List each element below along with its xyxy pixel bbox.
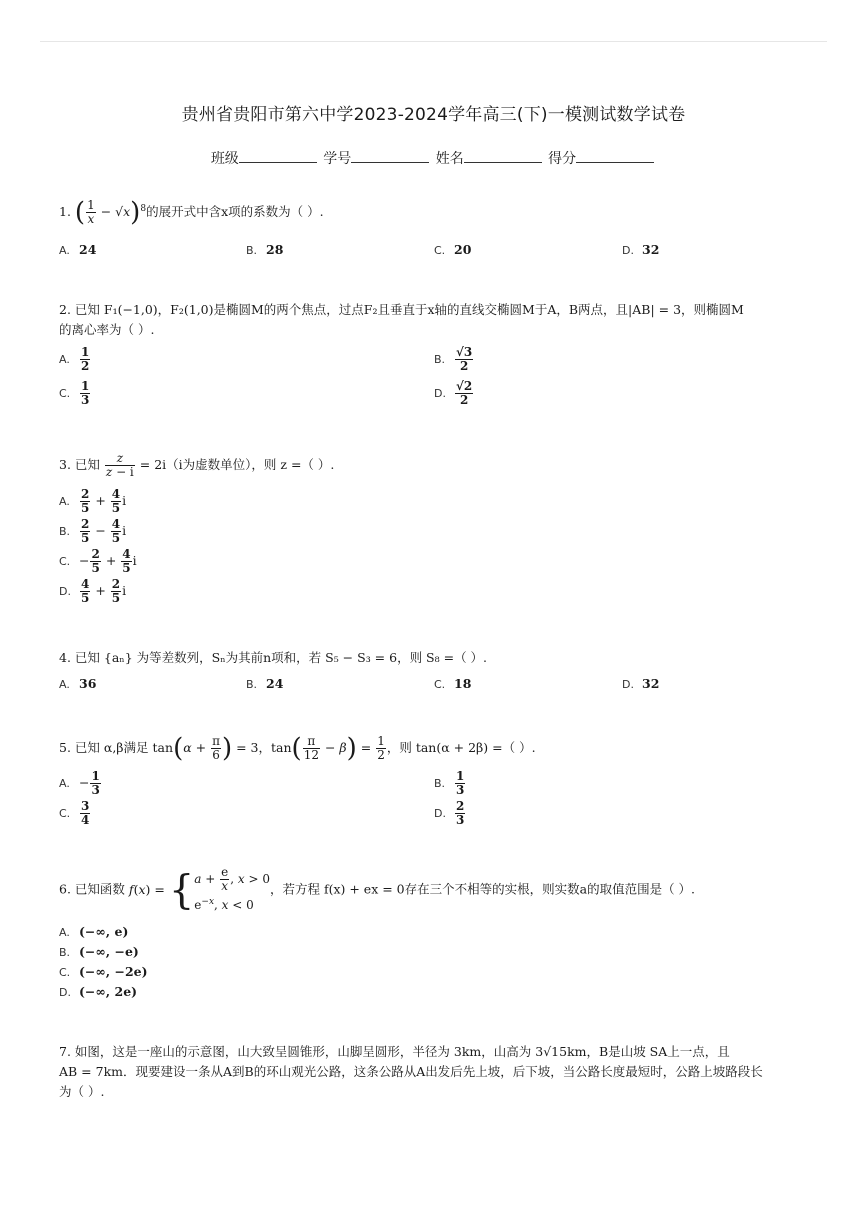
q5-option-d[interactable]: D. $\frac{2}{3}$ [434,799,465,827]
question-6 [59,866,695,914]
question-1 [59,199,324,226]
q3-option-b[interactable]: B. $\frac{2}{5}$ − $\frac{4}{5}$ i [59,517,127,545]
q2-option-c[interactable]: C. $\frac{1}{3}$ [59,379,90,407]
q2-text-line-1: 已知 F₁(−1,0)，F₂(1,0)是椭圆M的两个焦点，过点F₂且垂直于x轴的直线交椭圆M于A，B两点，且|AB| = 3，则椭圆M [74,302,744,317]
q3-text-pre: 已知 [74,457,100,472]
q6-option-b[interactable]: B. (−∞, −e) [59,944,139,959]
question-number: 1. [59,204,71,219]
question-number: 4. [59,650,71,665]
q5-text-post: ，则 tan(α + 2β) =（ ）. [386,740,536,755]
q3-text-post: = 2i（i为虚数单位），则 z =（ ）. [139,457,335,472]
q5-option-b[interactable]: B. $\frac{1}{3}$ [434,769,465,797]
page-title: 贵州省贵阳市第六中学2023-2024学年高三(下)一模测试数学试卷 [181,105,686,125]
id-blank[interactable] [351,148,429,163]
q4-option-d[interactable]: D. 32 [622,676,660,691]
question-number: 2. [59,302,71,317]
q6-text-post: ，若方程 f(x) + ex = 0存在三个不相等的实根，则实数a的取值范围是（ ）. [269,881,696,897]
q7-text-line-1: 如图，这是一座山的示意图，山大致呈圆锥形，山脚呈圆形，半径为 3km，山高为 3√15km，B是山坡 SA上一点，且 [74,1044,730,1059]
q3-option-d[interactable]: D. $\frac{4}{5}$ + $\frac{2}{5}$ i [59,577,127,605]
question-number: 6. [59,881,71,897]
q4-option-a[interactable]: A. 36 [59,676,97,691]
q6-option-c[interactable]: C. (−∞, −2e) [59,964,148,979]
class-blank[interactable] [239,148,317,163]
id-label: 学号 [323,151,352,167]
q4-option-c[interactable]: C. 18 [434,676,472,691]
question-number: 3. [59,457,71,472]
q2-option-d[interactable]: D. $\frac{√2}{2}$ [434,379,473,407]
question-4 [59,648,487,666]
question-7-line-1 [59,1042,730,1060]
q3-option-a[interactable]: A. $\frac{2}{5}$ + $\frac{4}{5}$ i [59,487,127,515]
q1-option-b[interactable]: B. 28 [246,242,284,257]
class-label: 班级 [210,151,239,167]
student-info-line [0,148,867,168]
score-blank[interactable] [576,148,654,163]
question-2-line-2: 的离心率为（ ）. [59,322,155,337]
question-2-line-1 [59,300,744,318]
q5-option-a[interactable]: A. − $\frac{1}{3}$ [59,769,100,797]
q5-text-pre: 已知 α,β满足 [74,740,149,755]
q6-piecewise: f(x) = {a + $\frac{e}{x}$ , x > 0 $e^{-x}$, x < 0 [128,865,270,913]
question-number: 7. [59,1044,71,1059]
q1-text: 的展开式中含x项的系数为（ ）. [146,204,324,219]
score-label: 得分 [548,151,577,167]
q1-expression: ( $\frac{1}{x}$ − √x)$^8$ [74,197,147,228]
question-5 [59,735,536,762]
question-number: 5. [59,740,71,755]
q1-option-c[interactable]: C. 20 [434,242,472,257]
question-3: 3. 已知 $\frac{z}{z - i}$ = 2i（i为虚数单位），则 z =（ ）. [59,451,335,479]
name-blank[interactable] [464,148,542,163]
q6-option-a[interactable]: A. (−∞, e) [59,924,129,939]
q5-condition: tan(α + $\frac{\pi}{6}$ ) = 3，tan( $\frac{\pi}{12}$ − β) = $\frac{1}{2}$ [152,733,385,764]
header-divider [40,41,827,42]
question-7-line-3: 为（ ）. [59,1084,105,1099]
q4-text: 已知 {aₙ} 为等差数列，Sₙ为其前n项和，若 S₅ − S₃ = 6，则 S₈ =（ ）. [74,650,488,665]
q6-text-pre: 已知函数 [74,881,125,897]
q3-option-c[interactable]: C. − $\frac{2}{5}$ + $\frac{4}{5}$ i [59,547,137,575]
q2-option-b[interactable]: B. $\frac{√3}{2}$ [434,345,473,373]
q1-option-d[interactable]: D. 32 [622,242,660,257]
q6-option-d[interactable]: D. (−∞, 2e) [59,984,138,999]
q2-option-a[interactable]: A. $\frac{1}{2}$ [59,345,90,373]
q4-option-b[interactable]: B. 24 [246,676,284,691]
q5-option-c[interactable]: C. $\frac{3}{4}$ [59,799,90,827]
q1-option-a[interactable]: A. 24 [59,242,97,257]
question-7-line-2: AB = 7km．现要建设一条从A到B的环山观光公路，这条公路从A出发后先上坡，后下坡，当公路长度最短时，公路上坡路段长 [59,1064,763,1079]
name-label: 姓名 [435,151,464,167]
